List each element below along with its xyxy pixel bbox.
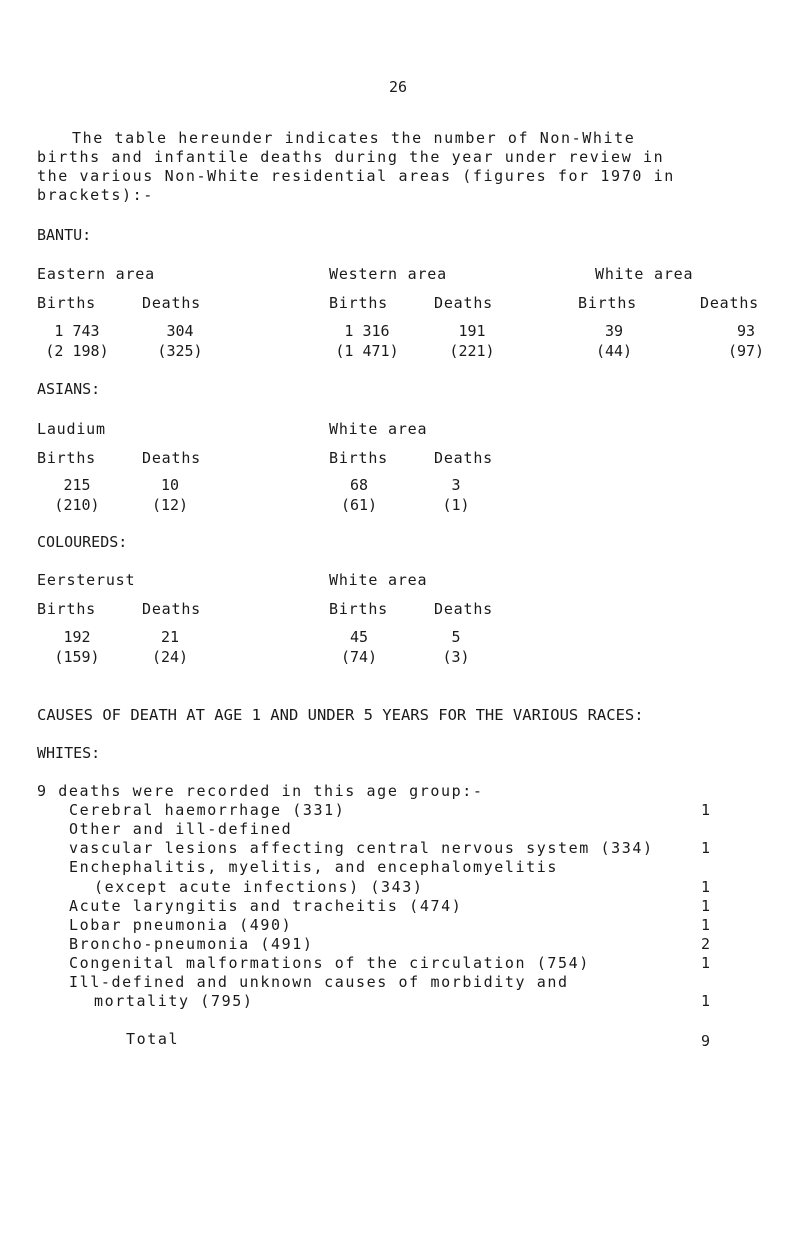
bantu-western-births-prev: (1 471): [335, 342, 399, 360]
bantu-eastern-deaths: 304: [166, 322, 194, 340]
bantu-white-births: 39: [604, 322, 624, 340]
cause-text: Other and ill-defined: [69, 820, 293, 838]
asians-white-deaths-prev: (1): [442, 496, 470, 514]
intro-line-3: the various Non-White residential areas (figures for 1970 in: [37, 167, 675, 185]
bantu-eastern-deaths-prev: (325): [157, 342, 203, 360]
bantu-western-deaths-prev: (221): [449, 342, 495, 360]
cause-count: 1: [700, 839, 710, 857]
bantu-western-deaths-label: Deaths: [434, 294, 493, 312]
coloureds-eersterust-deaths: 21: [160, 628, 180, 646]
whites-heading: WHITES:: [37, 744, 101, 762]
coloureds-eersterust-births-label: Births: [37, 600, 96, 618]
asians-white-deaths-label: Deaths: [434, 449, 493, 467]
cause-count: 1: [700, 916, 710, 934]
coloureds-white-births-label: Births: [329, 600, 388, 618]
asians-laudium-births: 215: [63, 476, 91, 494]
coloureds-white-area: White area: [329, 571, 428, 589]
coloureds-eersterust-births: 192: [63, 628, 91, 646]
bantu-white-deaths-label: Deaths: [700, 294, 759, 312]
bantu-eastern-area: Eastern area: [37, 265, 155, 283]
asians-white-births-prev: (61): [340, 496, 378, 514]
bantu-eastern-births-prev: (2 198): [45, 342, 109, 360]
cause-count: 1: [700, 954, 710, 972]
cause-count: 1: [700, 801, 710, 819]
coloureds-white-deaths-prev: (3): [442, 648, 470, 666]
bantu-eastern-births: 1 743: [54, 322, 100, 340]
asians-laudium-area: Laudium: [37, 420, 106, 438]
total-value: 9: [700, 1032, 710, 1050]
bantu-western-area: Western area: [329, 265, 447, 283]
cause-text: Ill-defined and unknown causes of morbidity and: [69, 973, 569, 991]
causes-heading: CAUSES OF DEATH AT AGE 1 AND UNDER 5 YEARS FOR THE VARIOUS RACES:: [37, 706, 644, 724]
cause-text: Enchephalitis, myelitis, and encephalomyelitis: [69, 858, 559, 876]
bantu-white-births-prev: (44): [595, 342, 633, 360]
asians-laudium-deaths-label: Deaths: [142, 449, 201, 467]
coloureds-eersterust-deaths-label: Deaths: [142, 600, 201, 618]
cause-text: Broncho-pneumonia (491): [69, 935, 314, 953]
cause-text: Acute laryngitis and tracheitis (474): [69, 897, 463, 915]
asians-white-deaths: 3: [451, 476, 461, 494]
cause-count: 2: [700, 935, 710, 953]
asians-laudium-births-prev: (210): [54, 496, 100, 514]
coloureds-heading: COLOUREDS:: [37, 533, 128, 551]
asians-white-births-label: Births: [329, 449, 388, 467]
bantu-western-births-label: Births: [329, 294, 388, 312]
asians-laudium-births-label: Births: [37, 449, 96, 467]
intro-line-2: births and infantile deaths during the year under review in: [37, 148, 665, 166]
coloureds-white-deaths-label: Deaths: [434, 600, 493, 618]
bantu-western-deaths: 191: [458, 322, 486, 340]
bantu-white-births-label: Births: [578, 294, 637, 312]
bantu-eastern-births-label: Births: [37, 294, 96, 312]
cause-count: 1: [700, 992, 710, 1010]
cause-text: vascular lesions affecting central nervous system (334): [69, 839, 654, 857]
asians-heading: ASIANS:: [37, 380, 101, 398]
coloureds-white-births-prev: (74): [340, 648, 378, 666]
deaths-intro: 9 deaths were recorded in this age group:-: [37, 782, 484, 800]
intro-line-4: brackets):-: [37, 186, 154, 204]
bantu-western-births: 1 316: [344, 322, 390, 340]
total-label: Total: [126, 1030, 180, 1048]
bantu-white-area: White area: [595, 265, 694, 283]
page-number: 26: [389, 78, 408, 96]
asians-white-births: 68: [349, 476, 369, 494]
coloureds-white-deaths: 5: [451, 628, 461, 646]
cause-count: 1: [700, 878, 710, 896]
cause-text: (except acute infections) (343): [94, 878, 424, 896]
bantu-white-deaths-prev: (97): [727, 342, 765, 360]
cause-text: Cerebral haemorrhage (331): [69, 801, 346, 819]
coloureds-white-births: 45: [349, 628, 369, 646]
coloureds-eersterust-births-prev: (159): [54, 648, 100, 666]
cause-text: mortality (795): [94, 992, 254, 1010]
intro-line-1: The table hereunder indicates the number of Non-White: [72, 129, 636, 147]
cause-text: Congenital malformations of the circulation (754): [69, 954, 590, 972]
coloureds-eersterust-deaths-prev: (24): [151, 648, 189, 666]
cause-text: Lobar pneumonia (490): [69, 916, 293, 934]
bantu-eastern-deaths-label: Deaths: [142, 294, 201, 312]
bantu-white-deaths: 93: [736, 322, 756, 340]
coloureds-eersterust-area: Eersterust: [37, 571, 136, 589]
bantu-heading: BANTU:: [37, 226, 92, 244]
asians-laudium-deaths-prev: (12): [151, 496, 189, 514]
asians-laudium-deaths: 10: [160, 476, 180, 494]
asians-white-area: White area: [329, 420, 428, 438]
cause-count: 1: [700, 897, 710, 915]
